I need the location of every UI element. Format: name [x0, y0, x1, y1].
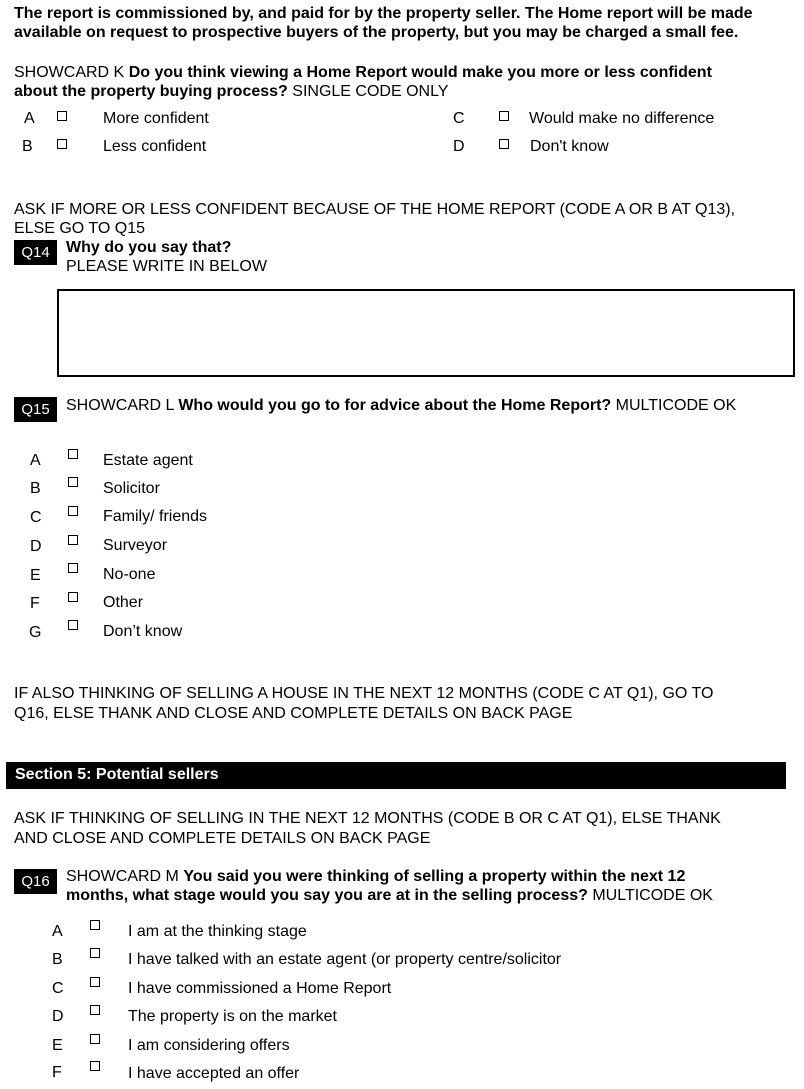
option-label: I have commissioned a Home Report: [128, 980, 392, 997]
q16-question-text-1: You said you were thinking of selling a property within the next 12: [183, 868, 686, 885]
section-5-title: Section 5: Potential sellers: [15, 766, 219, 783]
checkbox[interactable]: [90, 948, 100, 958]
checkbox[interactable]: [68, 620, 78, 630]
q16-suffix: MULTICODE OK: [592, 887, 713, 904]
option-label: I have accepted an offer: [128, 1065, 300, 1082]
checkbox[interactable]: [90, 1034, 100, 1044]
option-code: A: [24, 110, 35, 127]
q13-question-text-1: Do you think viewing a Home Report would make you more or less confident: [128, 64, 712, 81]
option-label: Other: [103, 594, 144, 611]
q16-question-line-1: [66, 867, 685, 886]
option-label: I am at the thinking stage: [128, 923, 307, 940]
q13-suffix: SINGLE CODE ONLY: [292, 83, 449, 100]
q15-prefix: SHOWCARD L: [66, 397, 174, 414]
q13-question-line-2: [14, 82, 448, 101]
option-code: D: [453, 138, 465, 155]
q14-badge: Q14: [14, 240, 57, 265]
checkbox[interactable]: [499, 111, 509, 121]
option-code: B: [52, 951, 63, 968]
routing-3-line-1: ASK IF THINKING OF SELLING IN THE NEXT 12 MONTHS (CODE B OR C AT Q1), ELSE THANK: [14, 810, 721, 827]
q15-question-line: [66, 396, 736, 415]
q15-badge: Q15: [14, 397, 57, 422]
option-code: A: [52, 923, 63, 940]
option-label: Would make no difference: [529, 110, 715, 127]
option-label: Don't know: [530, 138, 609, 155]
option-code: C: [52, 980, 64, 997]
option-code: G: [29, 624, 42, 641]
q16-question-line-2: [66, 886, 713, 905]
option-label: No-one: [103, 566, 156, 583]
checkbox[interactable]: [57, 111, 67, 121]
option-code: E: [30, 567, 41, 584]
option-label: Estate agent: [103, 452, 193, 469]
q16-badge: Q16: [14, 869, 57, 894]
q16-question-text-2: months, what stage would you say you are at in the selling process?: [66, 887, 588, 904]
option-label: The property is on the market: [128, 1008, 337, 1025]
intro-line-1: The report is commissioned by, and paid for by the property seller. The Home report will be made: [14, 5, 753, 22]
option-code: F: [52, 1064, 62, 1081]
routing-2-line-2: Q16, ELSE THANK AND CLOSE AND COMPLETE DETAILS ON BACK PAGE: [14, 705, 573, 722]
checkbox[interactable]: [68, 449, 78, 459]
q14-write-in-box[interactable]: [57, 289, 795, 377]
option-code: D: [52, 1008, 64, 1025]
intro-line-2: available on request to prospective buyers of the property, but you may be charged a small fee.: [14, 24, 739, 41]
q16-prefix: SHOWCARD M: [66, 868, 179, 885]
checkbox[interactable]: [90, 977, 100, 987]
checkbox[interactable]: [57, 139, 67, 149]
checkbox[interactable]: [68, 563, 78, 573]
section-5-header: [6, 762, 786, 789]
option-code: A: [30, 452, 41, 469]
routing-1-line-2: ELSE GO TO Q15: [14, 220, 146, 237]
checkbox[interactable]: [499, 139, 509, 149]
option-code: B: [22, 138, 33, 155]
q14-question: Why do you say that?: [66, 239, 232, 256]
checkbox[interactable]: [68, 535, 78, 545]
option-code: E: [52, 1037, 63, 1054]
option-label: Don’t know: [103, 623, 183, 640]
option-code: D: [30, 538, 42, 555]
checkbox[interactable]: [90, 1061, 100, 1071]
option-code: C: [30, 509, 42, 526]
routing-3-line-2: AND CLOSE AND COMPLETE DETAILS ON BACK PAGE: [14, 830, 431, 847]
option-label: I am considering offers: [128, 1037, 290, 1054]
option-code: F: [30, 595, 40, 612]
option-code: C: [453, 110, 465, 127]
routing-1-line-1: ASK IF MORE OR LESS CONFIDENT BECAUSE OF THE HOME REPORT (CODE A OR B AT Q13),: [14, 201, 736, 218]
option-label: Surveyor: [103, 537, 168, 554]
q15-suffix: MULTICODE OK: [615, 397, 737, 414]
checkbox[interactable]: [68, 477, 78, 487]
option-label: More confident: [103, 110, 209, 127]
routing-2-line-1: IF ALSO THINKING OF SELLING A HOUSE IN THE NEXT 12 MONTHS (CODE C AT Q1), GO TO: [14, 685, 714, 702]
checkbox[interactable]: [90, 920, 100, 930]
option-label: I have talked with an estate agent (or property centre/solicitor: [128, 951, 562, 968]
option-label: Family/ friends: [103, 508, 208, 525]
checkbox[interactable]: [68, 506, 78, 516]
checkbox[interactable]: [90, 1005, 100, 1015]
option-label: Less confident: [103, 138, 207, 155]
q15-question-text: Who would you go to for advice about the Home Report?: [178, 397, 612, 414]
checkbox[interactable]: [68, 592, 78, 602]
q13-question-line-1: [14, 63, 712, 82]
q14-instruction: PLEASE WRITE IN BELOW: [66, 258, 267, 275]
q13-question-text-2: about the property buying process?: [14, 83, 288, 100]
option-code: B: [30, 480, 41, 497]
option-label: Solicitor: [103, 480, 160, 497]
q13-prefix: SHOWCARD K: [14, 64, 125, 81]
